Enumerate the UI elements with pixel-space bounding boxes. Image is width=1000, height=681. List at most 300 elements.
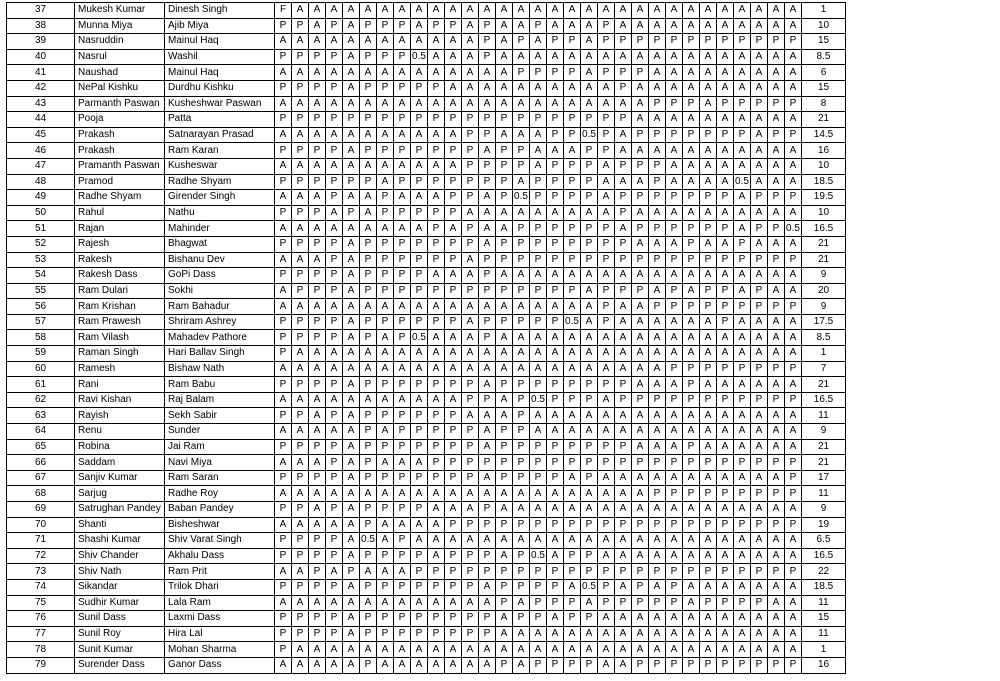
attendance-day-cell: P <box>785 361 802 377</box>
worker-name-cell: Shiv Chander <box>75 548 165 564</box>
attendance-day-cell: A <box>343 579 360 595</box>
attendance-day-cell: A <box>768 268 785 284</box>
attendance-day-cell: A <box>683 502 700 518</box>
worker-name-cell: Rahul <box>75 205 165 221</box>
attendance-day-cell: A <box>649 361 666 377</box>
attendance-day-cell: A <box>428 486 445 502</box>
attendance-day-cell: A <box>649 18 666 34</box>
attendance-day-cell: P <box>496 314 513 330</box>
attendance-day-cell: A <box>564 502 581 518</box>
attendance-day-cell: A <box>581 299 598 315</box>
attendance-day-cell: A <box>785 314 802 330</box>
attendance-day-cell: A <box>309 252 326 268</box>
attendance-day-cell: P <box>275 330 292 346</box>
attendance-day-cell: A <box>445 65 462 81</box>
attendance-day-cell: A <box>598 626 615 642</box>
attendance-day-cell: P <box>326 439 343 455</box>
attendance-day-cell: A <box>734 268 751 284</box>
attendance-day-cell: A <box>428 127 445 143</box>
attendance-day-cell: P <box>734 486 751 502</box>
attendance-day-cell: P <box>513 236 530 252</box>
serial-number-cell: 60 <box>7 361 75 377</box>
attendance-day-cell: P <box>717 34 734 50</box>
attendance-day-cell: P <box>428 143 445 159</box>
attendance-day-cell: P <box>292 439 309 455</box>
attendance-day-cell: A <box>751 548 768 564</box>
attendance-day-cell: A <box>598 190 615 206</box>
attendance-day-cell: A <box>632 502 649 518</box>
attendance-day-cell: A <box>377 642 394 658</box>
worker-name-cell: Sanjiv Kumar <box>75 470 165 486</box>
attendance-day-cell: P <box>292 205 309 221</box>
attendance-day-cell: A <box>581 96 598 112</box>
attendance-day-cell: A <box>615 18 632 34</box>
father-name-cell: Ram Prit <box>165 564 275 580</box>
attendance-day-cell: P <box>581 657 598 673</box>
total-days-cell: 20 <box>802 283 846 299</box>
attendance-day-cell: P <box>326 49 343 65</box>
attendance-day-cell: A <box>462 361 479 377</box>
attendance-day-cell: P <box>275 611 292 627</box>
attendance-day-cell: P <box>292 174 309 190</box>
total-days-cell: 22 <box>802 564 846 580</box>
attendance-day-cell: P <box>751 361 768 377</box>
attendance-day-cell: A <box>581 626 598 642</box>
attendance-day-cell: A <box>377 595 394 611</box>
table-row <box>7 221 846 237</box>
total-days-cell: 15 <box>802 80 846 96</box>
attendance-day-cell: P <box>666 486 683 502</box>
attendance-day-cell: A <box>768 283 785 299</box>
attendance-day-cell: A <box>479 236 496 252</box>
worker-name-cell: Rakesh Dass <box>75 268 165 284</box>
attendance-day-cell: A <box>700 112 717 128</box>
attendance-day-cell: A <box>496 533 513 549</box>
attendance-day-cell: A <box>445 80 462 96</box>
attendance-day-cell: P <box>360 470 377 486</box>
attendance-day-cell: A <box>377 96 394 112</box>
attendance-day-cell: P <box>326 548 343 564</box>
attendance-day-cell: P <box>360 252 377 268</box>
attendance-day-cell: A <box>394 346 411 362</box>
attendance-day-cell: A <box>343 377 360 393</box>
attendance-day-cell: A <box>479 642 496 658</box>
attendance-day-cell: P <box>343 174 360 190</box>
attendance-day-cell: A <box>309 517 326 533</box>
attendance-day-cell: P <box>479 112 496 128</box>
attendance-day-cell: P <box>530 18 547 34</box>
attendance-day-cell: A <box>428 517 445 533</box>
worker-name-cell: Munna Miya <box>75 18 165 34</box>
attendance-day-cell: P <box>700 392 717 408</box>
attendance-day-cell: A <box>377 392 394 408</box>
attendance-day-cell: P <box>581 236 598 252</box>
attendance-day-cell: A <box>462 657 479 673</box>
attendance-day-cell: A <box>411 517 428 533</box>
attendance-day-cell: A <box>292 221 309 237</box>
attendance-day-cell: A <box>309 18 326 34</box>
attendance-day-cell: P <box>683 361 700 377</box>
table-row <box>7 3 846 19</box>
attendance-day-cell: P <box>717 299 734 315</box>
serial-number-cell: 40 <box>7 49 75 65</box>
attendance-day-cell: P <box>598 252 615 268</box>
attendance-day-cell: A <box>700 377 717 393</box>
attendance-day-cell: A <box>479 221 496 237</box>
attendance-day-cell: P <box>598 564 615 580</box>
attendance-day-cell: P <box>513 470 530 486</box>
attendance-day-cell: P <box>377 236 394 252</box>
attendance-day-cell: A <box>751 205 768 221</box>
attendance-day-cell: P <box>394 439 411 455</box>
attendance-day-cell: A <box>649 642 666 658</box>
attendance-day-cell: A <box>734 330 751 346</box>
serial-number-cell: 42 <box>7 80 75 96</box>
attendance-day-cell: P <box>394 205 411 221</box>
attendance-day-cell: A <box>411 392 428 408</box>
attendance-day-cell: P <box>530 455 547 471</box>
attendance-day-cell: A <box>734 470 751 486</box>
attendance-day-cell: A <box>309 657 326 673</box>
attendance-day-cell: A <box>768 314 785 330</box>
attendance-day-cell: A <box>343 283 360 299</box>
attendance-day-cell: P <box>326 502 343 518</box>
attendance-day-cell: P <box>445 408 462 424</box>
attendance-day-cell: A <box>326 34 343 50</box>
attendance-day-cell: P <box>632 127 649 143</box>
attendance-day-cell: A <box>530 3 547 19</box>
attendance-day-cell: A <box>734 65 751 81</box>
attendance-day-cell: P <box>411 548 428 564</box>
attendance-day-cell: A <box>547 533 564 549</box>
attendance-day-cell: A <box>632 49 649 65</box>
attendance-day-cell: P <box>360 112 377 128</box>
attendance-day-cell: A <box>411 127 428 143</box>
serial-number-cell: 65 <box>7 439 75 455</box>
attendance-day-cell: A <box>700 236 717 252</box>
attendance-day-cell: A <box>496 330 513 346</box>
serial-number-cell: 44 <box>7 112 75 128</box>
attendance-day-cell: P <box>598 439 615 455</box>
attendance-day-cell: A <box>462 268 479 284</box>
total-days-cell: 19.5 <box>802 190 846 206</box>
attendance-day-cell: P <box>598 112 615 128</box>
worker-name-cell: Rani <box>75 377 165 393</box>
attendance-day-cell: P <box>326 533 343 549</box>
attendance-day-cell: A <box>530 408 547 424</box>
attendance-day-cell: A <box>377 330 394 346</box>
attendance-day-cell: A <box>411 3 428 19</box>
table-row <box>7 34 846 50</box>
attendance-day-cell: A <box>360 127 377 143</box>
attendance-day-cell: P <box>428 80 445 96</box>
attendance-day-cell: P <box>292 18 309 34</box>
attendance-day-cell: P <box>479 626 496 642</box>
attendance-day-cell: A <box>649 112 666 128</box>
attendance-day-cell: P <box>598 127 615 143</box>
attendance-day-cell: A <box>530 96 547 112</box>
attendance-day-cell: P <box>445 174 462 190</box>
attendance-day-cell: A <box>275 127 292 143</box>
serial-number-cell: 77 <box>7 626 75 642</box>
attendance-day-cell: P <box>632 579 649 595</box>
attendance-day-cell: A <box>751 314 768 330</box>
attendance-day-cell: A <box>734 439 751 455</box>
attendance-day-cell: P <box>530 517 547 533</box>
attendance-day-cell: A <box>428 548 445 564</box>
table-row <box>7 657 846 673</box>
attendance-day-cell: P <box>360 517 377 533</box>
attendance-day-cell: P <box>445 143 462 159</box>
attendance-day-cell: P <box>275 470 292 486</box>
attendance-day-cell: A <box>275 392 292 408</box>
attendance-day-cell: A <box>717 236 734 252</box>
attendance-day-cell: P <box>445 236 462 252</box>
attendance-day-cell: A <box>751 174 768 190</box>
attendance-day-cell: P <box>513 424 530 440</box>
attendance-day-cell: A <box>751 408 768 424</box>
attendance-day-cell: A <box>428 3 445 19</box>
attendance-day-cell: A <box>292 564 309 580</box>
attendance-day-cell: P <box>598 299 615 315</box>
attendance-day-cell: P <box>428 408 445 424</box>
attendance-day-cell: A <box>326 657 343 673</box>
total-days-cell: 18.5 <box>802 174 846 190</box>
father-name-cell: Ajib Miya <box>165 18 275 34</box>
attendance-day-cell: A <box>530 346 547 362</box>
attendance-day-cell: A <box>445 346 462 362</box>
attendance-day-cell: A <box>496 299 513 315</box>
attendance-day-cell: A <box>292 595 309 611</box>
attendance-day-cell: A <box>683 49 700 65</box>
attendance-day-cell: A <box>683 330 700 346</box>
attendance-day-cell: P <box>547 236 564 252</box>
attendance-day-cell: A <box>309 392 326 408</box>
attendance-day-cell: P <box>615 190 632 206</box>
serial-number-cell: 70 <box>7 517 75 533</box>
attendance-day-cell: A <box>598 486 615 502</box>
attendance-day-cell: P <box>292 314 309 330</box>
attendance-day-cell: P <box>292 268 309 284</box>
attendance-day-cell: A <box>649 377 666 393</box>
attendance-day-cell: P <box>496 377 513 393</box>
attendance-day-cell: A <box>615 502 632 518</box>
attendance-day-cell: A <box>360 65 377 81</box>
attendance-day-cell: P <box>598 65 615 81</box>
attendance-day-cell: A <box>513 595 530 611</box>
attendance-day-cell: P <box>547 517 564 533</box>
attendance-day-cell: A <box>581 205 598 221</box>
attendance-day-cell: A <box>513 205 530 221</box>
attendance-day-cell: P <box>411 626 428 642</box>
father-name-cell: Jai Ram <box>165 439 275 455</box>
attendance-day-cell: A <box>734 221 751 237</box>
attendance-day-cell: A <box>547 330 564 346</box>
attendance-day-cell: P <box>615 377 632 393</box>
worker-name-cell: Prakash <box>75 127 165 143</box>
attendance-day-cell: A <box>717 268 734 284</box>
attendance-day-cell: P <box>530 611 547 627</box>
attendance-day-cell: P <box>309 205 326 221</box>
attendance-day-cell: A <box>343 65 360 81</box>
attendance-day-cell: A <box>394 221 411 237</box>
attendance-day-cell: P <box>768 252 785 268</box>
attendance-day-cell: A <box>564 299 581 315</box>
total-days-cell: 8.5 <box>802 49 846 65</box>
attendance-day-cell: A <box>751 439 768 455</box>
attendance-day-cell: P <box>513 455 530 471</box>
attendance-day-cell: P <box>496 190 513 206</box>
attendance-day-cell: A <box>292 424 309 440</box>
father-name-cell: Baban Pandey <box>165 502 275 518</box>
attendance-day-cell: A <box>360 392 377 408</box>
attendance-day-cell: A <box>785 346 802 362</box>
attendance-day-cell: A <box>615 314 632 330</box>
attendance-day-cell: A <box>564 533 581 549</box>
attendance-day-cell: P <box>377 548 394 564</box>
attendance-day-cell: P <box>700 517 717 533</box>
attendance-day-cell: A <box>683 112 700 128</box>
attendance-day-cell: 0.5 <box>581 127 598 143</box>
attendance-day-cell: A <box>428 268 445 284</box>
serial-number-cell: 41 <box>7 65 75 81</box>
attendance-day-cell: P <box>496 283 513 299</box>
serial-number-cell: 48 <box>7 174 75 190</box>
attendance-day-cell: A <box>275 657 292 673</box>
attendance-day-cell: A <box>547 548 564 564</box>
attendance-day-cell: P <box>326 330 343 346</box>
attendance-day-cell: P <box>700 283 717 299</box>
attendance-day-cell: A <box>683 80 700 96</box>
attendance-day-cell: A <box>343 252 360 268</box>
attendance-day-cell: P <box>309 49 326 65</box>
attendance-day-cell: A <box>683 143 700 159</box>
attendance-day-cell: P <box>377 283 394 299</box>
attendance-day-cell: A <box>598 533 615 549</box>
attendance-day-cell: A <box>428 96 445 112</box>
attendance-day-cell: A <box>666 205 683 221</box>
attendance-day-cell: A <box>598 268 615 284</box>
attendance-day-cell: P <box>581 112 598 128</box>
total-days-cell: 11 <box>802 408 846 424</box>
attendance-day-cell: A <box>343 517 360 533</box>
serial-number-cell: 49 <box>7 190 75 206</box>
attendance-day-cell: A <box>666 49 683 65</box>
table-row <box>7 455 846 471</box>
attendance-day-cell: P <box>513 314 530 330</box>
serial-number-cell: 52 <box>7 236 75 252</box>
worker-name-cell: Ram Prawesh <box>75 314 165 330</box>
attendance-day-cell: P <box>751 252 768 268</box>
attendance-day-cell: A <box>326 595 343 611</box>
attendance-day-cell: P <box>768 392 785 408</box>
attendance-day-cell: A <box>598 330 615 346</box>
attendance-day-cell: P <box>564 595 581 611</box>
attendance-day-cell: A <box>632 377 649 393</box>
attendance-day-cell: A <box>598 96 615 112</box>
table-row <box>7 439 846 455</box>
attendance-day-cell: P <box>785 96 802 112</box>
serial-number-cell: 62 <box>7 392 75 408</box>
worker-name-cell: Rakesh <box>75 252 165 268</box>
attendance-day-cell: A <box>326 486 343 502</box>
attendance-day-cell: A <box>700 49 717 65</box>
attendance-day-cell: P <box>326 626 343 642</box>
attendance-day-cell: A <box>785 595 802 611</box>
attendance-day-cell: A <box>768 174 785 190</box>
attendance-day-cell: P <box>717 486 734 502</box>
table-row <box>7 548 846 564</box>
attendance-day-cell: P <box>462 470 479 486</box>
attendance-day-cell: P <box>275 143 292 159</box>
attendance-day-cell: A <box>309 486 326 502</box>
attendance-day-cell: P <box>479 502 496 518</box>
attendance-day-cell: P <box>564 455 581 471</box>
attendance-day-cell: P <box>717 455 734 471</box>
father-name-cell: Mahadev Pathore <box>165 330 275 346</box>
attendance-day-cell: P <box>547 377 564 393</box>
attendance-day-cell: A <box>292 34 309 50</box>
attendance-day-cell: P <box>666 455 683 471</box>
attendance-day-cell: A <box>768 236 785 252</box>
attendance-day-cell: P <box>496 424 513 440</box>
attendance-day-cell: A <box>717 143 734 159</box>
attendance-day-cell: A <box>785 377 802 393</box>
attendance-day-cell: P <box>683 96 700 112</box>
total-days-cell: 11 <box>802 486 846 502</box>
serial-number-cell: 51 <box>7 221 75 237</box>
attendance-day-cell: A <box>462 49 479 65</box>
attendance-day-cell: A <box>683 346 700 362</box>
attendance-day-cell: P <box>547 190 564 206</box>
attendance-day-cell: A <box>683 268 700 284</box>
attendance-day-cell: P <box>377 439 394 455</box>
attendance-day-cell: P <box>411 112 428 128</box>
attendance-day-cell: A <box>428 502 445 518</box>
attendance-day-cell: A <box>785 80 802 96</box>
attendance-day-cell: A <box>615 424 632 440</box>
attendance-day-cell: P <box>326 579 343 595</box>
total-days-cell: 21 <box>802 112 846 128</box>
total-days-cell: 21 <box>802 377 846 393</box>
attendance-day-cell: P <box>513 392 530 408</box>
attendance-day-cell: A <box>683 548 700 564</box>
attendance-day-cell: A <box>666 611 683 627</box>
attendance-day-cell: A <box>496 486 513 502</box>
attendance-day-cell: 0.5 <box>530 548 547 564</box>
attendance-day-cell: A <box>649 470 666 486</box>
attendance-day-cell: A <box>411 657 428 673</box>
attendance-day-cell: A <box>309 346 326 362</box>
attendance-day-cell: P <box>377 268 394 284</box>
attendance-day-cell: A <box>632 424 649 440</box>
attendance-day-cell: A <box>326 205 343 221</box>
attendance-day-cell: P <box>428 283 445 299</box>
attendance-day-cell: A <box>275 283 292 299</box>
attendance-day-cell: P <box>496 470 513 486</box>
attendance-day-cell: P <box>411 143 428 159</box>
attendance-day-cell: A <box>649 283 666 299</box>
attendance-day-cell: A <box>547 611 564 627</box>
table-row <box>7 517 846 533</box>
attendance-day-cell: P <box>683 236 700 252</box>
attendance-day-cell: P <box>292 330 309 346</box>
attendance-day-cell: A <box>309 595 326 611</box>
father-name-cell: Radhe Roy <box>165 486 275 502</box>
attendance-day-cell: A <box>309 642 326 658</box>
attendance-day-cell: P <box>309 143 326 159</box>
attendance-day-cell: A <box>734 143 751 159</box>
